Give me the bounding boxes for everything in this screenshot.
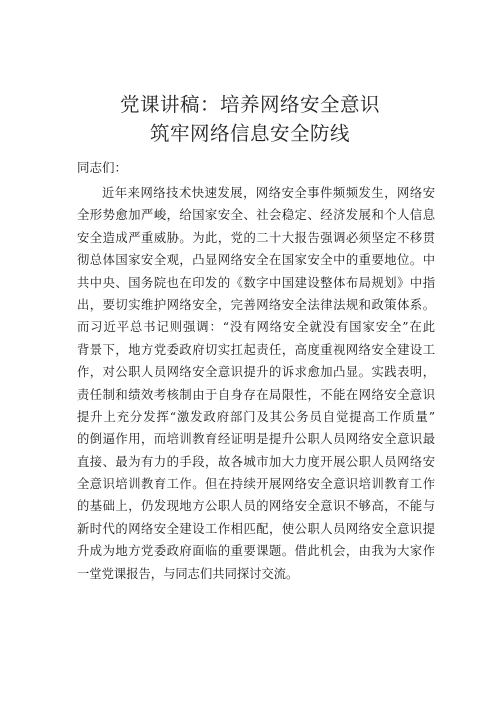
body-line: 而习近平总书记则强调：“没有网络安全就没有国家安全”在此 (77, 320, 435, 335)
body-line: 近年来网络技术快速发展，网络安全事件频频发生，网络安 (102, 186, 435, 200)
body-line: 共中央、国务院也在印发的《数字中国建设整体布局规划》中指 (77, 275, 435, 290)
body-line: 出，要切实维护网络安全，完善网络安全法律法规和政策体系。 (77, 297, 435, 312)
body-line: 责任制和绩效考核制由于自身存在局限性，不能在网络安全意识 (77, 387, 435, 402)
body-line: 一堂党课报告，与同志们共同探讨交流。 (77, 566, 299, 581)
body-paragraph (77, 182, 435, 585)
document-title-line-2: 筑牢网络信息安全防线 (149, 122, 350, 145)
body-line: 作，对公职人员网络安全意识提升的诉求愈加凸显。实践表明， (77, 365, 435, 380)
body-line: 的倒逼作用，而培训教育经证明是提升公职人员网络安全意识最 (77, 432, 435, 447)
body-line: 升成为地方党委政府面临的重要课题。借此机会，由我为大家作 (77, 544, 435, 559)
body-line: 全形势愈加严峻，给国家安全、社会稳定、经济发展和个人信息 (77, 208, 435, 223)
greeting: 同志们： (77, 160, 128, 175)
body-line: 新时代的网络安全建设工作相匹配，使公职人员网络安全意识提 (77, 521, 435, 536)
body-line: 彻总体国家安全观，凸显网络安全在国家安全中的重要地位。中 (77, 253, 435, 268)
body-line: 安全造成严重威胁。为此，党的二十大报告强调必须坚定不移贯 (77, 230, 435, 245)
body-line: 的基础上，仍发现地方公职人员的网络安全意识不够高，不能与 (77, 499, 435, 514)
body-line: 全意识培训教育工作。但在持续开展网络安全意识培训教育工作 (77, 477, 435, 492)
body-line: 背景下，地方党委政府切实扛起责任，高度重视网络安全建设工 (77, 342, 435, 357)
document-title-line-1: 党课讲稿：培养网络安全意识 (119, 93, 380, 116)
body-line: 提升上充分发挥“激发政府部门及其公务员自觉提高工作质量” (77, 409, 435, 424)
body-line: 直接、最为有力的手段，故各城市加大力度开展公职人员网络安 (77, 454, 435, 469)
